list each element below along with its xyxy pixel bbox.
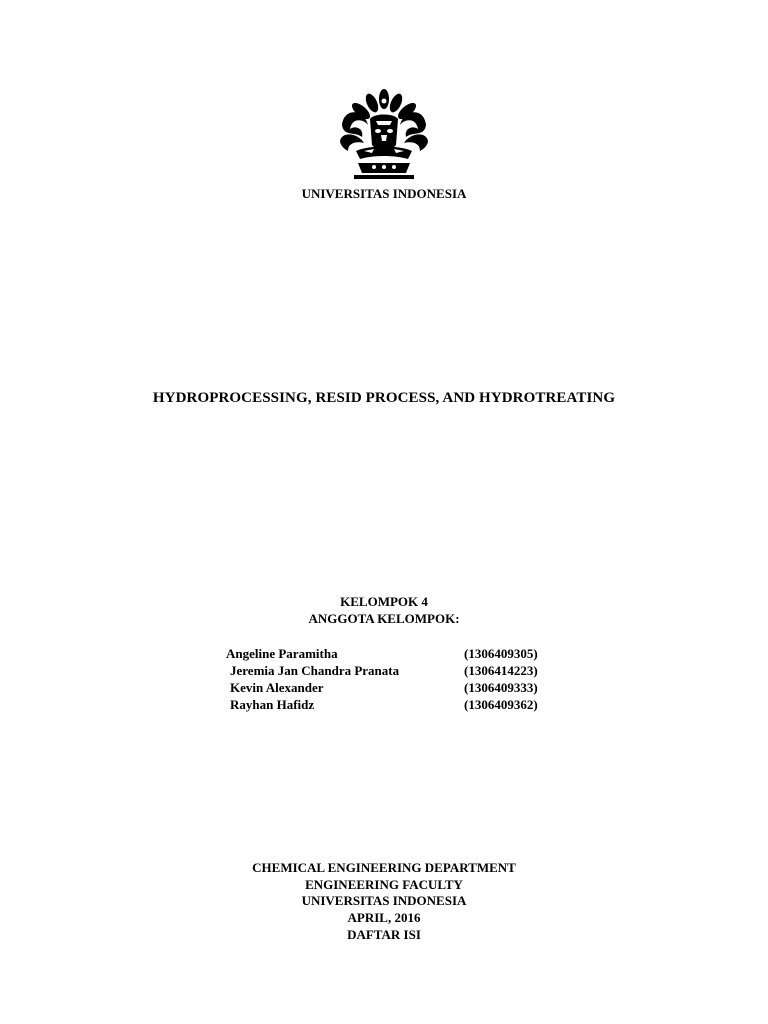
contents-heading: DAFTAR ISI xyxy=(347,927,421,942)
department-name: CHEMICAL ENGINEERING DEPARTMENT xyxy=(252,860,516,875)
member-id: (1306409305) xyxy=(464,646,538,661)
makara-emblem-icon xyxy=(334,85,434,185)
member-name: Angeline Paramitha xyxy=(226,646,338,661)
institution-name: UNIVERSITAS INDONESIA xyxy=(301,186,467,201)
report-title: HYDROPROCESSING, RESID PROCESS, AND HYDROTREATING xyxy=(152,390,616,406)
member-name: Rayhan Hafidz xyxy=(230,697,315,712)
list-item xyxy=(226,696,566,713)
member-id: (1306409333) xyxy=(464,680,538,695)
member-id: (1306414223) xyxy=(464,663,538,678)
member-name: Kevin Alexander xyxy=(230,680,324,695)
list-item xyxy=(226,662,566,679)
document-date: APRIL, 2016 xyxy=(347,910,421,925)
member-id: (1306409362) xyxy=(464,697,538,712)
list-item xyxy=(226,645,566,662)
list-item xyxy=(226,679,566,696)
university-name: UNIVERSITAS INDONESIA xyxy=(301,893,467,908)
faculty-name: ENGINEERING FACULTY xyxy=(305,877,463,892)
members-list xyxy=(226,645,566,713)
members-heading: ANGGOTA KELOMPOK: xyxy=(308,611,460,626)
member-name: Jeremia Jan Chandra Pranata xyxy=(230,663,400,678)
group-number: KELOMPOK 4 xyxy=(340,594,428,609)
